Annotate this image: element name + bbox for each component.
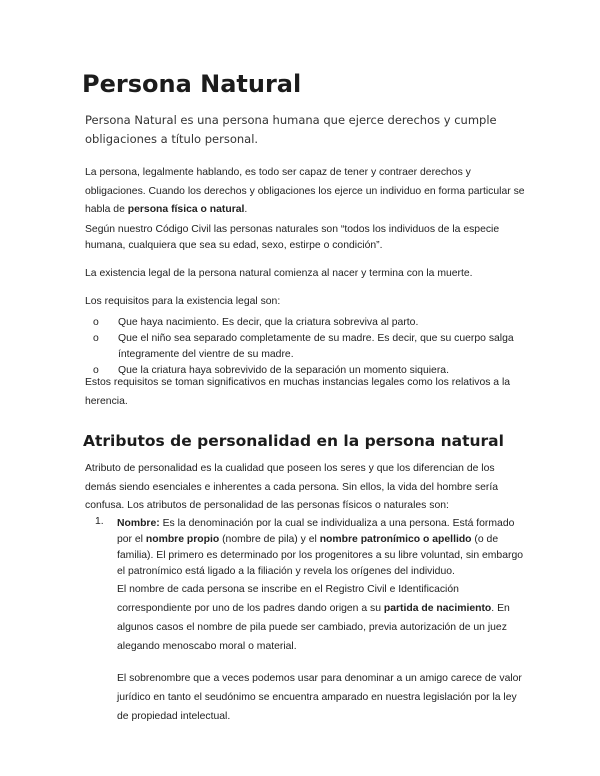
list-item — [85, 315, 525, 331]
list-item-text: Que la criatura haya sobrevivido de la separación un momento siquiera. — [118, 365, 449, 376]
item-bold-term: partida de nacimiento — [383, 603, 492, 614]
requirements-list — [85, 315, 525, 379]
item-text: . En algunos casos el nombre de pila puede ser cambiado, previa autorización de un juez alegando menoscabo moral o material. — [117, 603, 510, 652]
item-registry-text — [117, 580, 525, 656]
definition-bold: persona física o natural — [127, 204, 245, 215]
definition-paragraph — [85, 164, 525, 220]
item-label: Nombre: — [117, 518, 160, 529]
intro-paragraph: Persona Natural es una persona humana que ejerce derechos y cumple obligaciones a título personal. — [85, 113, 497, 146]
significance-paragraph: Estos requisitos se toman significativos en muchas instancias legales como los relativos a la herencia. — [85, 377, 511, 407]
definition-text: La persona, legalmente hablando, es todo ser capaz de tener y contraer derechos y obligaciones. Cuando los derechos y obligaciones los ejerce un individuo en forma particular se habla de — [85, 167, 525, 215]
item-text: Es la denominación por la cual se individualiza a una persona. Está formado por el — [117, 518, 515, 545]
item-number: 1. — [95, 516, 104, 527]
item-bold-term: nombre patronímico o apellido — [319, 534, 472, 545]
list-item — [85, 331, 525, 363]
list-item-text: Que el niño sea separado completamente de su madre. Es decir, que su cuerpo salga íntegramente del vientre de su madre. — [118, 333, 514, 360]
list-item-text: Que haya nacimiento. Es decir, que la criatura sobreviva al parto. — [118, 317, 419, 328]
bullet-marker: o — [93, 365, 99, 376]
item-bold-term: nombre propio — [145, 534, 220, 545]
civil-code-paragraph: Según nuestro Código Civil las personas naturales son “todos los individuos de la especie humana, cualquiera que sea su edad, sexo, estirpe o condición”. — [85, 224, 500, 251]
page-title: Persona Natural — [82, 70, 302, 98]
section-heading: Atributos de personalidad en la persona natural — [83, 432, 504, 450]
item-content — [117, 516, 525, 726]
item-nickname-text: El sobrenombre que a veces podemos usar para denominar a un amigo carece de valor jurídico en tanto el seudónimo se encuentra amparado en nuestra legislación por la ley de propiedad intelectual. — [117, 673, 522, 722]
bullet-marker: o — [93, 317, 99, 328]
requirements-intro: Los requisitos para la existencia legal son: — [85, 296, 281, 307]
bullet-marker: o — [93, 333, 99, 344]
legal-existence-paragraph: La existencia legal de la persona natural comienza al nacer y termina con la muerte. — [85, 268, 473, 279]
item-text: El nombre de cada persona se inscribe en el Registro Civil e Identificación correspondiente por uno de los padres dando origen a su — [117, 584, 459, 614]
item-text: (o de familia). El primero es determinado por los progenitores a su libre voluntad, sin embargo el patronímico está ligado a la filiación y revela los orígenes del individuo. — [117, 534, 524, 577]
item-definition — [117, 516, 525, 580]
attributes-paragraph: Atributo de personalidad es la cualidad que poseen los seres y que los diferencian de los demás siendo esenciales e inherentes a cada persona. Sin ellos, la vida del hombre sería confusa. Los atributos de personalidad de las personas físicos o naturales son: — [85, 463, 498, 511]
numbered-item-nombre — [85, 516, 525, 726]
item-text: (nombre de pila) y el — [219, 534, 320, 545]
definition-end: . — [244, 204, 248, 215]
